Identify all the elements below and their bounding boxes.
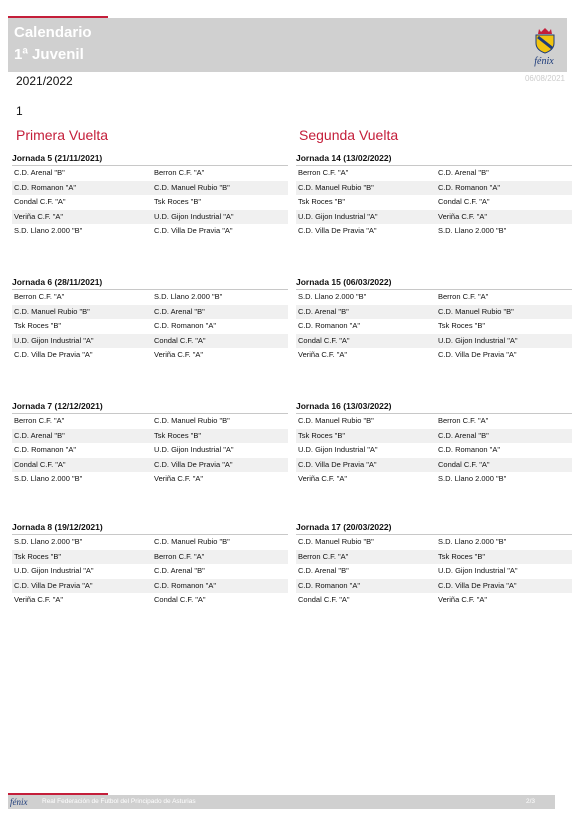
home-team: Berron C.F. "A" <box>298 551 349 561</box>
match-row <box>12 458 288 473</box>
away-team: C.D. Villa De Pravia "A" <box>438 350 517 359</box>
away-team: C.D. Arenal "B" <box>154 306 205 316</box>
home-team: U.D. Gijon Industrial "A" <box>14 335 94 345</box>
federation-logo <box>527 20 561 70</box>
round-title: Jornada 6 (28/11/2021) <box>12 275 288 290</box>
segunda-vuelta-heading: Segunda Vuelta <box>299 127 399 143</box>
away-team: C.D. Villa De Pravia "A" <box>438 580 517 590</box>
match-row <box>12 550 288 565</box>
match-row <box>296 305 572 320</box>
away-team: U.D. Gijon Industrial "A" <box>154 445 234 454</box>
home-team: C.D. Villa De Pravia "A" <box>14 580 93 590</box>
home-team: C.D. Villa De Pravia "A" <box>298 226 377 235</box>
match-row <box>296 443 572 458</box>
home-team: Condal C.F. "A" <box>298 335 350 345</box>
home-team: Veriña C.F. "A" <box>14 595 64 604</box>
home-team: C.D. Arenal "B" <box>14 430 65 440</box>
away-team: S.D. Llano 2.000 "B" <box>438 226 507 235</box>
away-team: Condal C.F. "A" <box>438 197 490 206</box>
home-team: U.D. Gijon Industrial "A" <box>298 211 378 221</box>
footer-page-indicator: 2/3 <box>525 798 535 805</box>
home-team: C.D. Manuel Rubio "B" <box>298 182 374 192</box>
home-team: Tsk Roces "B" <box>14 321 62 330</box>
match-row <box>296 224 572 239</box>
page-header <box>8 18 567 72</box>
home-team: Tsk Roces "B" <box>298 430 346 440</box>
match-row <box>296 348 572 363</box>
match-row <box>296 550 572 565</box>
home-team: C.D. Villa De Pravia "A" <box>298 459 377 469</box>
match-row <box>12 443 288 458</box>
home-team: S.D. Llano 2.000 "B" <box>14 226 83 235</box>
home-team: S.D. Llano 2.000 "B" <box>298 292 367 301</box>
round-title: Jornada 17 (20/03/2022) <box>296 520 572 535</box>
round-block <box>296 275 572 363</box>
home-team: Veriña C.F. "A" <box>298 474 348 483</box>
home-team: U.D. Gijon Industrial "A" <box>14 566 94 575</box>
header-subtitle: 1ª Juvenil <box>14 46 84 63</box>
home-team: Condal C.F. "A" <box>14 197 66 206</box>
match-row <box>296 195 572 210</box>
match-row <box>296 166 572 181</box>
away-team: S.D. Llano 2.000 "B" <box>154 292 223 301</box>
match-row <box>296 210 572 225</box>
away-team: C.D. Villa De Pravia "A" <box>154 459 233 469</box>
round-block <box>12 520 288 608</box>
away-team: Veriña C.F. "A" <box>154 350 204 359</box>
home-team: C.D. Romanon "A" <box>14 182 77 192</box>
match-row <box>12 429 288 444</box>
match-row <box>12 210 288 225</box>
footer-brand: fénix <box>10 797 28 807</box>
away-team: S.D. Llano 2.000 "B" <box>438 474 507 483</box>
round-block <box>12 399 288 487</box>
match-row <box>12 564 288 579</box>
match-row <box>296 181 572 196</box>
match-row <box>296 579 572 594</box>
home-team: Veriña C.F. "A" <box>298 350 348 359</box>
season-label: 2021/2022 <box>16 74 73 88</box>
match-row <box>296 429 572 444</box>
match-row <box>12 181 288 196</box>
round-block <box>12 275 288 363</box>
away-team: Condal C.F. "A" <box>154 595 206 604</box>
match-row <box>12 593 288 608</box>
home-team: S.D. Llano 2.000 "B" <box>14 474 83 483</box>
round-block <box>296 399 572 487</box>
away-team: Berron C.F. "A" <box>154 551 205 561</box>
home-team: C.D. Romanon "A" <box>298 321 361 330</box>
round-title: Jornada 16 (13/03/2022) <box>296 399 572 414</box>
match-row <box>296 535 572 550</box>
home-team: C.D. Villa De Pravia "A" <box>14 350 93 359</box>
away-team: C.D. Villa De Pravia "A" <box>154 226 233 235</box>
home-team: C.D. Romanon "A" <box>298 580 361 590</box>
away-team: Berron C.F. "A" <box>438 292 489 301</box>
home-team: Berron C.F. "A" <box>14 416 65 425</box>
home-team: C.D. Manuel Rubio "B" <box>14 306 90 316</box>
round-block <box>296 520 572 608</box>
match-row <box>12 195 288 210</box>
away-team: C.D. Arenal "B" <box>438 430 489 440</box>
page-footer <box>8 795 555 809</box>
away-team: U.D. Gijon Industrial "A" <box>438 335 518 345</box>
away-team: C.D. Romanon "A" <box>154 321 217 330</box>
home-team: Veriña C.F. "A" <box>14 211 64 221</box>
match-row <box>296 334 572 349</box>
round-title: Jornada 15 (06/03/2022) <box>296 275 572 290</box>
match-row <box>12 579 288 594</box>
away-team: Berron C.F. "A" <box>154 168 205 177</box>
page-number: 1 <box>16 104 23 118</box>
away-team: Tsk Roces "B" <box>154 197 202 206</box>
match-row <box>12 166 288 181</box>
away-team: C.D. Romanon "A" <box>154 580 217 590</box>
away-team: C.D. Manuel Rubio "B" <box>154 182 230 192</box>
home-team: C.D. Arenal "B" <box>298 566 349 575</box>
home-team: C.D. Manuel Rubio "B" <box>298 537 374 546</box>
match-row <box>296 472 572 487</box>
home-team: Berron C.F. "A" <box>298 168 349 177</box>
away-team: Veriña C.F. "A" <box>154 474 204 483</box>
match-row <box>12 472 288 487</box>
primera-vuelta-heading: Primera Vuelta <box>16 127 109 143</box>
match-row <box>296 593 572 608</box>
print-date: 06/08/2021 <box>524 74 565 83</box>
home-team: Berron C.F. "A" <box>14 292 65 301</box>
match-row <box>296 564 572 579</box>
logo-brand-text: fénix <box>534 56 554 67</box>
away-team: Tsk Roces "B" <box>438 321 486 330</box>
home-team: Condal C.F. "A" <box>298 595 350 604</box>
home-team: C.D. Arenal "B" <box>298 306 349 316</box>
match-row <box>296 414 572 429</box>
match-row <box>12 535 288 550</box>
home-team: Condal C.F. "A" <box>14 459 66 469</box>
away-team: C.D. Romanon "A" <box>438 182 501 192</box>
round-title: Jornada 8 (19/12/2021) <box>12 520 288 535</box>
footer-organization: Real Federación de Futbol del Principado de Asturias <box>42 798 196 805</box>
match-row <box>12 414 288 429</box>
away-team: C.D. Arenal "B" <box>154 566 205 575</box>
away-team: C.D. Romanon "A" <box>438 445 501 454</box>
match-row <box>296 290 572 305</box>
round-title: Jornada 14 (13/02/2022) <box>296 151 572 166</box>
match-row <box>12 305 288 320</box>
match-row <box>12 334 288 349</box>
match-row <box>296 319 572 334</box>
round-block <box>12 151 288 239</box>
match-row <box>12 348 288 363</box>
crest-icon <box>534 28 556 54</box>
away-team: Berron C.F. "A" <box>438 416 489 425</box>
away-team: C.D. Manuel Rubio "B" <box>154 537 230 546</box>
home-team: C.D. Romanon "A" <box>14 445 77 454</box>
home-team: Tsk Roces "B" <box>298 197 346 206</box>
home-team: C.D. Arenal "B" <box>14 168 65 177</box>
away-team: U.D. Gijon Industrial "A" <box>154 211 234 221</box>
away-team: Tsk Roces "B" <box>154 430 202 440</box>
header-title: Calendario <box>14 24 92 41</box>
away-team: Tsk Roces "B" <box>438 551 486 561</box>
home-team: U.D. Gijon Industrial "A" <box>298 445 378 454</box>
match-row <box>12 290 288 305</box>
match-row <box>12 224 288 239</box>
home-team: C.D. Manuel Rubio "B" <box>298 416 374 425</box>
home-team: Tsk Roces "B" <box>14 551 62 561</box>
round-block <box>296 151 572 239</box>
away-team: Veriña C.F. "A" <box>438 211 488 221</box>
home-team: S.D. Llano 2.000 "B" <box>14 537 83 546</box>
round-title: Jornada 5 (21/11/2021) <box>12 151 288 166</box>
away-team: U.D. Gijon Industrial "A" <box>438 566 518 575</box>
match-row <box>296 458 572 473</box>
away-team: C.D. Arenal "B" <box>438 168 489 177</box>
round-title: Jornada 7 (12/12/2021) <box>12 399 288 414</box>
away-team: Condal C.F. "A" <box>438 459 490 469</box>
away-team: C.D. Manuel Rubio "B" <box>154 416 230 425</box>
away-team: S.D. Llano 2.000 "B" <box>438 537 507 546</box>
away-team: Condal C.F. "A" <box>154 335 206 345</box>
away-team: Veriña C.F. "A" <box>438 595 488 604</box>
match-row <box>12 319 288 334</box>
away-team: C.D. Manuel Rubio "B" <box>438 306 514 316</box>
